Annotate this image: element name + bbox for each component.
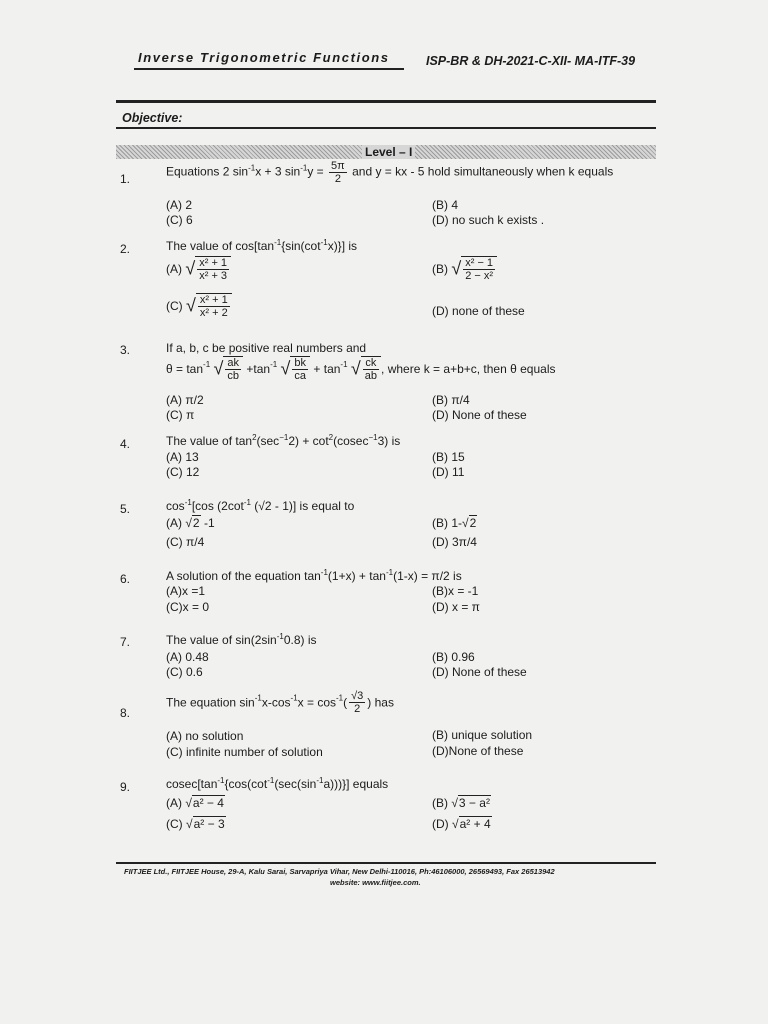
- question-text: If a, b, c be positive real numbers and: [166, 341, 367, 355]
- option-d: (D) 3π/4: [432, 535, 477, 549]
- option-b: (B) 1-√2: [432, 516, 477, 530]
- option-c: (C) infinite number of solution: [166, 745, 323, 759]
- option-a: (A)x =1: [166, 584, 206, 598]
- question-text: The value of $\sin(2\sin^{-1}0.8)$ is: [166, 632, 317, 647]
- option-d: (D) √a² + 4: [432, 817, 491, 831]
- option-d: (D) 11: [432, 465, 465, 479]
- option-d: (D) x = π: [432, 600, 480, 614]
- question-number: 9.: [120, 780, 131, 794]
- option-c: (C) π/4: [166, 535, 205, 549]
- section-rule: [116, 127, 656, 129]
- top-rule: [116, 100, 656, 103]
- question-number: 2.: [120, 242, 131, 256]
- option-b: (B)x = -1: [432, 584, 479, 598]
- option-c: (C) √a² − 3: [166, 817, 225, 831]
- option-b: (B) √3 − a²: [432, 796, 490, 810]
- option-d: (D)None of these: [432, 744, 524, 758]
- footer-rule: [116, 862, 656, 864]
- option-a: (A) √a² − 4: [166, 796, 224, 810]
- question-number: 3.: [120, 343, 131, 357]
- option-a: (A) no solution: [166, 729, 244, 743]
- option-a: (A) √2 -1: [166, 516, 215, 530]
- question-text: $\cos^{-1}[\cos$ ($2\cot^{-1}$ (√2 - 1)] is equal to: [166, 498, 355, 513]
- question-number: 4.: [120, 437, 131, 451]
- title-underline: [134, 68, 404, 70]
- option-d: (D) None of these: [432, 665, 527, 679]
- question-text: Equations 2 $\sin^{-1}x + 3$ $\sin^{-1}y$ = $\frac{5\pi}{2}$ and y = kx - 5 hold simultaneously when k equals: [166, 160, 614, 185]
- question-number: 7.: [120, 635, 131, 649]
- question-text: The value of $\cos[\tan^{-1}\{\sin(\cot^{-1}x)\}]$ is: [166, 238, 358, 253]
- option-a: (A) 13: [166, 450, 199, 464]
- option-c: (C)x = 0: [166, 600, 210, 614]
- option-c: (C) π: [166, 408, 195, 422]
- option-b: (B) 4: [432, 198, 459, 212]
- question-number: 6.: [120, 572, 131, 586]
- option-b: (B) 15: [432, 450, 465, 464]
- option-c: (C) 0.6: [166, 665, 203, 679]
- question-text: $cosec[\tan^{-1}\{\cos(\cot^{-1}(\sec(\sin^{-1}a)))\}]$ equals: [166, 776, 389, 791]
- footer-website: website: www.fiitjee.com.: [330, 878, 421, 887]
- question-text: A solution of the equation $\tan^{-1}(1+x) + \tan^{-1}(1-x) = \pi/2$ is: [166, 568, 462, 583]
- footer-address: FIITJEE Ltd., FIITJEE House, 29-A, Kalu Sarai, Sarvapriya Vihar, New Delhi-110016, Ph:46106000, 26569493, Fax 26513942: [124, 867, 555, 876]
- question-text: The value of $\tan^2(\sec^{-1}2) + \cot^2(cosec^{-1}3)$ is: [166, 433, 401, 448]
- question-number: 8.: [120, 706, 131, 720]
- question-formula: $\theta = \tan^{-1}$ √ $\frac{ak}{cb}$ $+\tan^{-1}$ √ $\frac{bk}{ca}$ + $\tan^{-1}$ √ $\frac{ck}{ab}$ , where k = a+b+c, then θ equals: [166, 357, 556, 382]
- option-b: (B) unique solution: [432, 728, 533, 742]
- option-b: (B) √ $\frac{\text{x² − 1}}{\text{2 − x²}}$: [432, 256, 497, 282]
- option-a: (A) π/2: [166, 393, 204, 407]
- question-number: 1.: [120, 172, 131, 186]
- option-b: (B) 0.96: [432, 650, 475, 664]
- question-number: 5.: [120, 502, 131, 516]
- option-d: (D) None of these: [432, 408, 527, 422]
- question-text: The equation $\sin^{-1}x-\cos^{-1}x = \cos^{-1}$( $\frac{√3}{2}$ ) has: [166, 690, 394, 715]
- option-b: (B) π/4: [432, 393, 470, 407]
- option-c: (C) 12: [166, 465, 200, 479]
- option-c: (C) 6: [166, 213, 193, 227]
- option-d: (D) none of these: [432, 304, 525, 318]
- document-code: ISP-BR & DH-2021-C-XII- MA-ITF-39: [426, 54, 636, 68]
- option-a: (A) 2: [166, 198, 193, 212]
- option-a: (A) 0.48: [166, 650, 209, 664]
- option-d: (D) no such k exists .: [432, 213, 545, 227]
- document-title: Inverse Trigonometric Functions: [138, 50, 390, 65]
- level-label: Level – I: [362, 145, 415, 159]
- option-a: (A) √ $\frac{\text{x² + 1}}{\text{x² + 3}}$: [166, 256, 231, 282]
- option-c: (C) √ $\frac{\text{x² + 1}}{\text{x² + 2}}$: [166, 293, 232, 319]
- section-label: Objective:: [122, 111, 183, 125]
